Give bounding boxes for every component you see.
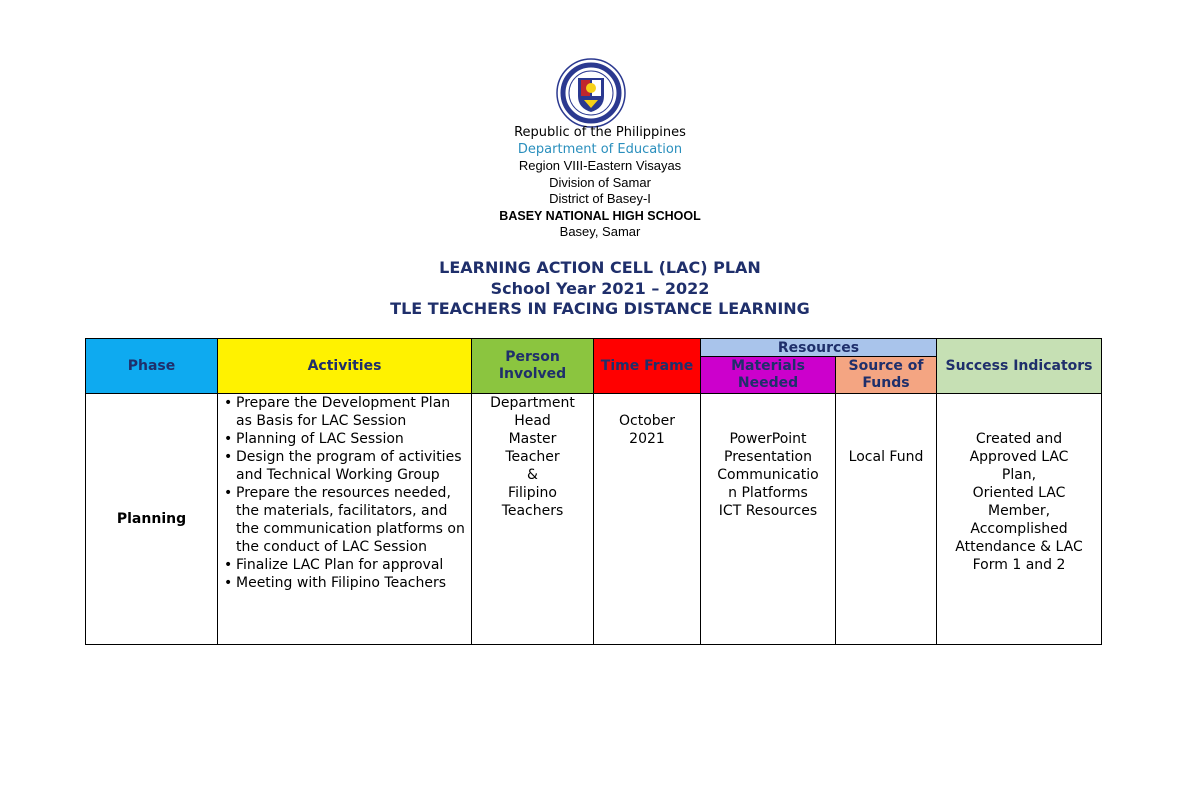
header-time-frame: Time Frame (594, 339, 701, 394)
list-item: • Prepare the Development Plan as Basis for LAC Session (224, 394, 467, 430)
material-line: n Platforms (728, 485, 808, 501)
document-title (0, 258, 1200, 320)
indicator-line: Plan, (1001, 467, 1037, 483)
header-success-indicators: Success Indicators (937, 339, 1102, 394)
list-item: • Finalize LAC Plan for approval (224, 556, 467, 574)
department-line: Department of Education (517, 141, 683, 157)
indicator-line: Accomplished (970, 521, 1068, 537)
header-activities: Activities (218, 339, 472, 394)
header-phase: Phase (86, 339, 218, 394)
person-line: & (527, 467, 538, 483)
time-frame-cell (594, 394, 701, 645)
person-line: Filipino (508, 485, 557, 501)
material-line: Communicatio (717, 467, 819, 483)
material-line: PowerPoint (729, 431, 807, 447)
list-item: • Meeting with Filipino Teachers (224, 574, 467, 592)
header-resources: Resources (701, 339, 937, 357)
school-location: Basey, Samar (559, 224, 641, 239)
district-line: District of Basey-I (549, 191, 651, 206)
activities-cell (218, 394, 472, 645)
header-source-of-funds: Source of Funds (836, 357, 937, 394)
title-line-1: LEARNING ACTION CELL (LAC) PLAN (439, 258, 761, 277)
indicator-line: Oriented LAC (972, 485, 1066, 501)
indicator-line: Approved LAC (969, 449, 1069, 465)
fund-value: Local Fund (848, 449, 924, 465)
republic-line: Republic of the Philippines (514, 125, 686, 140)
material-line: Presentation (724, 449, 812, 465)
header-person-involved: Person Involved (472, 339, 594, 394)
lac-plan-table (85, 338, 1102, 645)
letterhead (0, 125, 1200, 241)
deped-seal-logo (556, 58, 626, 128)
indicator-line: Created and (975, 431, 1063, 447)
list-item: • Design the program of activities and Technical Working Group (224, 448, 467, 484)
school-name: BASEY NATIONAL HIGH SCHOOL (499, 208, 701, 223)
person-line: Teacher (505, 449, 560, 465)
person-line: Master (508, 431, 557, 447)
list-item: • Prepare the resources needed, the materials, facilitators, and the communication platforms on the conduct of LAC Session (224, 484, 467, 556)
time-line: 2021 (629, 431, 665, 447)
source-of-funds-cell (836, 394, 937, 645)
material-line: ICT Resources (718, 503, 818, 519)
header-materials-needed: Materials Needed (701, 357, 836, 394)
persons-cell (472, 394, 594, 645)
success-indicators-cell (937, 394, 1102, 645)
region-line: Region VIII-Eastern Visayas (518, 158, 682, 173)
person-line: Teachers (501, 503, 564, 519)
table-row (86, 394, 1102, 645)
phase-cell: Planning (86, 394, 218, 645)
indicator-line: Attendance & LAC (955, 539, 1083, 555)
person-line: Department (490, 395, 575, 411)
title-line-3: TLE TEACHERS IN FACING DISTANCE LEARNING (390, 299, 810, 318)
time-line: October (618, 413, 676, 429)
list-item: • Planning of LAC Session (224, 430, 467, 448)
indicator-line: Member, (987, 503, 1051, 519)
activities-list (218, 394, 471, 592)
indicator-line: Form 1 and 2 (972, 557, 1066, 573)
materials-cell (701, 394, 836, 645)
person-line: Head (514, 413, 551, 429)
title-line-2: School Year 2021 – 2022 (490, 278, 710, 298)
division-line: Division of Samar (549, 174, 651, 190)
